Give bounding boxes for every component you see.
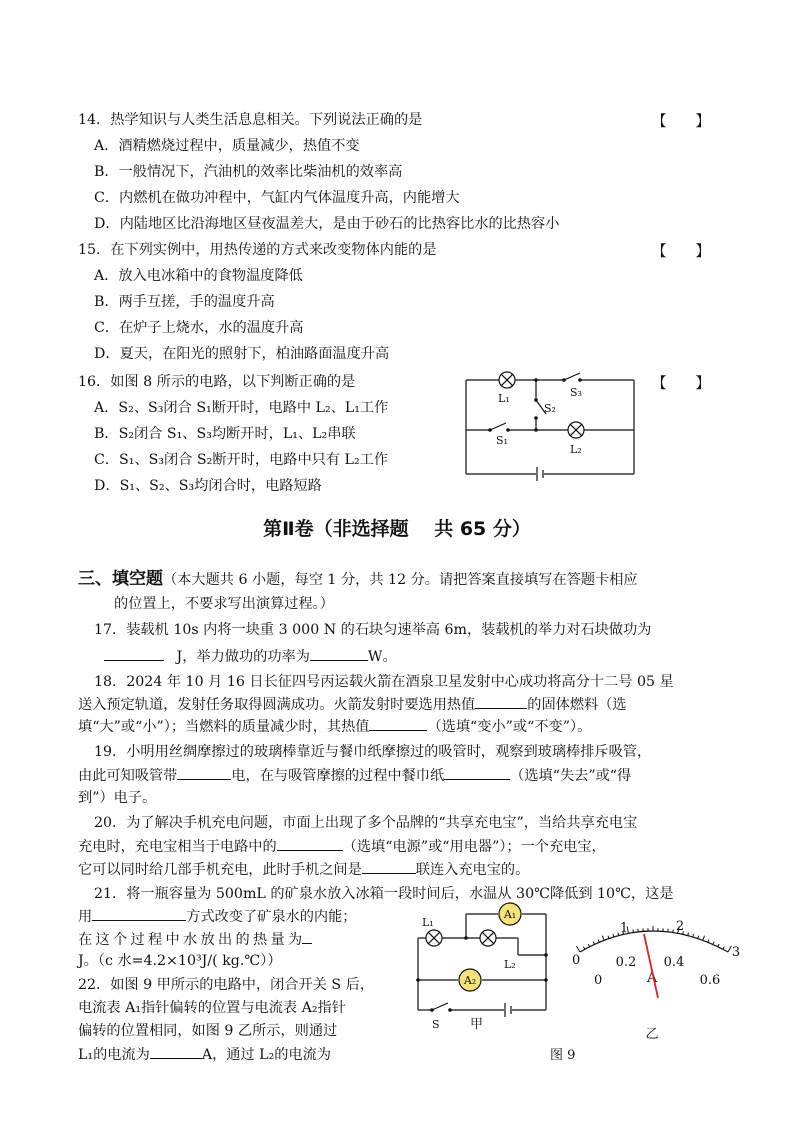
q15-option-c: C．在炉子上烧水，水的温度升高 <box>94 320 304 336</box>
q16-option-b: B．S₂闭合 S₁、S₃均断开时，L₁、L₂串联 <box>94 426 356 442</box>
dial-tick <box>723 947 724 950</box>
q16-option-a: A．S₂、S₃闭合 S₁断开时，电路中 L₂、L₁工作 <box>94 400 389 416</box>
q14-stem: 14．热学知识与人类生活息息相关。下列说法正确的是 <box>78 112 423 128</box>
label-s: S <box>432 1018 440 1031</box>
q14-option-b: B．一般情况下，汽油机的效率比柴油机的效率高 <box>94 164 403 180</box>
dial-top-tick: 1 <box>619 921 629 936</box>
label-s2: S₂ <box>544 402 556 415</box>
section-3-title: 三、填空题 <box>78 569 163 589</box>
dial-tick <box>713 942 714 945</box>
ammeter-icon <box>499 903 521 925</box>
q20-line-3: 它可以同时给几部手机充电，此时手机之间是 联连入充电宝的。 <box>78 859 529 880</box>
dial-bottom-tick: 0 <box>594 973 603 988</box>
q15-option-d: D．夏天，在阳光的照射下，柏油路面温度升高 <box>94 346 390 362</box>
q21-line-4: J。（c 水=4.2×10³J/( kg.℃）） <box>78 953 282 969</box>
q14-option-a: A．酒精燃烧过程中，质量减少，热值不变 <box>94 138 360 154</box>
q21-line-3: 在 这 个 过 程 中 水 放 出 的 热 量 为 <box>78 929 312 950</box>
label-s3: S₃ <box>570 386 582 399</box>
lamp-icon <box>499 372 515 388</box>
dial-tick <box>708 940 709 943</box>
q16-option-d: D．S₁、S₂、S₃均闭合时，电路短路 <box>94 478 322 494</box>
q15-option-a: A．放入电冰箱中的食物温度降低 <box>94 268 303 284</box>
label-a2: A₂ <box>463 974 477 987</box>
q19-line-3: 到”）电子。 <box>78 790 157 806</box>
answer-blank[interactable] <box>92 906 186 921</box>
lamp-icon <box>480 930 496 946</box>
dial-tick <box>593 942 594 945</box>
dial-bottom-tick: 0.4 <box>663 955 685 970</box>
dial-tick <box>698 936 699 939</box>
answer-blank[interactable] <box>150 1044 202 1059</box>
q18-line-2: 送入预定轨道，发射任务取得圆满成功。火箭发射时要选用热值 的固体燃料（选 <box>78 694 627 715</box>
q20-line-1: 20．为了解决手机充电问题，市面上出现了多个品牌的“共享充电宝”，当给共享充电宝 <box>94 815 638 831</box>
dial-tick <box>588 944 589 947</box>
q14-option-c: C．内燃机在做功冲程中，气缸内气体温度升高，内能增大 <box>94 190 460 206</box>
q14-option-d: D．内陆地区比沿海地区昼夜温差大，是由于砂石的比热容比水的比热容小 <box>94 216 560 232</box>
q16-stem: 16．如图 8 所示的电路，以下判断正确的是 <box>78 374 356 390</box>
answer-blank[interactable] <box>177 765 231 780</box>
dial-unit: A <box>646 970 658 986</box>
q22-line-4: L₁的电流为 A，通过 L₂的电流为 <box>78 1044 331 1065</box>
label-l2: L₂ <box>504 958 516 971</box>
q15-option-b: B．两手互搓，手的温度升高 <box>94 294 275 310</box>
q16-option-c: C．S₁、S₃闭合 S₂断开时，电路中只有 L₂工作 <box>94 452 389 468</box>
q22-line-3: 偏转的位置相同，如图 9 乙所示，则通过 <box>78 1023 338 1039</box>
dial-top-tick: 2 <box>675 919 685 934</box>
answer-bracket: 【 】 <box>652 114 710 130</box>
q18-line-1: 18．2024 年 10 月 16 日长征四号丙运载火箭在酒泉卫星发射中心成功将高分十二号 05 星 <box>94 674 674 690</box>
dial-tick <box>703 936 705 941</box>
lamp-icon <box>568 422 584 438</box>
figure-9-caption: 图 9 <box>550 1048 576 1063</box>
q19-line-2: 由此可知吸管带 电，在与吸管摩擦的过程中餐巾纸 （选填“失去”或“得 <box>78 765 631 786</box>
answer-blank[interactable] <box>475 694 527 709</box>
answer-blank[interactable] <box>302 929 312 944</box>
answer-bracket: 【 】 <box>652 244 710 260</box>
answer-blank[interactable] <box>369 716 427 731</box>
q20-line-2: 充电时，充电宝相当于电路中的 （选填“电源”或“用电器”）；一个充电宝， <box>78 836 606 857</box>
dial-tick <box>718 944 719 947</box>
q17-line-2: J，举力做功的功率为 W。 <box>104 646 397 667</box>
answer-blank[interactable] <box>104 646 164 661</box>
dial-tick <box>693 934 694 937</box>
label-l2: L₂ <box>570 443 582 456</box>
dial-tick <box>608 936 609 939</box>
dial-tick <box>576 946 580 952</box>
dial-top-tick: 3 <box>731 945 741 960</box>
answer-bracket: 【 】 <box>652 376 710 392</box>
section-3-header <box>78 569 638 590</box>
label-yi: 乙 <box>645 1027 659 1042</box>
figure-8-circuit <box>460 370 640 482</box>
q21-line-1: 21．将一瓶容量为 500mL 的矿泉水放入冰箱一段时间后，水温从 30℃降低到 10℃，这是 <box>94 886 674 902</box>
label-a1: A₁ <box>503 908 517 921</box>
label-s1: S₁ <box>496 434 508 447</box>
label-l1: L₁ <box>422 916 434 929</box>
label-l1: L₁ <box>498 392 510 405</box>
q22-line-2: 电流表 A₁指针偏转的位置与电流表 A₂指针 <box>78 1000 346 1016</box>
answer-blank[interactable] <box>310 646 368 661</box>
answer-blank[interactable] <box>444 765 510 780</box>
q21-line-2: 用 方式改变了矿泉水的内能； <box>78 906 356 927</box>
ammeter-dial <box>560 892 750 1042</box>
section-3-note: （本大题共 6 小题，每空 1 分，共 12 分。请把答案直接填写在答题卡相应 <box>163 572 638 588</box>
q17-line-1: 17．装载机 10s 内将一块重 3 000 N 的石块匀速举高 6m，装载机的举力对石块做功为 <box>94 622 652 638</box>
ammeter-icon <box>459 969 481 991</box>
q18-line-3: 填“大”或“小”）；当燃料的质量减少时，其热值 （选填“变小”或“不变”）。 <box>78 716 591 737</box>
part-2-title: 第Ⅱ卷（非选择题 共 65 分） <box>263 518 531 540</box>
dial-bottom-tick: 0.6 <box>699 973 721 988</box>
dial-tick <box>598 940 599 943</box>
answer-blank[interactable] <box>362 859 416 874</box>
dial-tick <box>613 934 614 937</box>
dial-tick <box>583 947 584 950</box>
dial-needle <box>644 934 658 998</box>
dial-bottom-tick: 0.2 <box>615 955 637 970</box>
dial-zero-top: 0 <box>572 953 581 968</box>
section-3-note-cont: 的位置上，不要求写出演算过程。） <box>114 596 334 612</box>
q15-stem: 15．在下列实例中，用热传递的方式来改变物体内能的是 <box>78 242 437 258</box>
dial-tick <box>602 936 604 941</box>
q19-line-1: 19．小明用丝绸摩擦过的玻璃棒靠近与餐巾纸摩擦过的吸管时，观察到玻璃棒排斥吸管， <box>94 744 652 760</box>
lamp-icon <box>426 930 442 946</box>
answer-blank[interactable] <box>277 836 343 851</box>
label-jia: 甲 <box>470 1017 484 1032</box>
q22-line-1: 22．如图 9 甲所示的电路中，闭合开关 S 后， <box>78 977 375 993</box>
figure-9-circuit <box>410 900 560 1040</box>
